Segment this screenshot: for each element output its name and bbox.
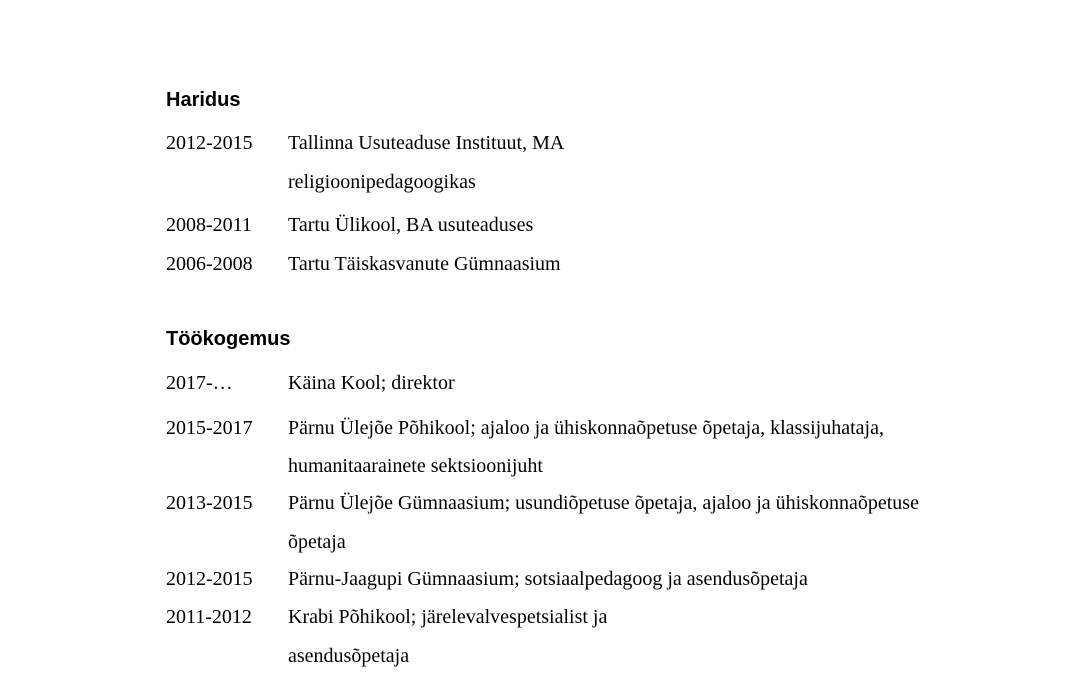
entry-years: 2006-2008	[166, 253, 253, 275]
entry-description-continued: humanitaarainete sektsioonijuht	[288, 455, 543, 477]
entry-description: Tartu Ülikool, BA usuteaduses	[288, 214, 534, 236]
entry-years: 2012-2015	[166, 132, 253, 154]
entry-description: Pärnu Ülejõe Gümnaasium; usundiõpetuse õpetaja, ajaloo ja ühiskonnaõpetuse	[288, 492, 919, 514]
entry-description-continued: religioonipedagoogikas	[288, 171, 476, 193]
entry-description: Pärnu-Jaagupi Gümnaasium; sotsiaalpedagoog ja asendusõpetaja	[288, 568, 808, 590]
entry-description-continued: asendusõpetaja	[288, 645, 410, 667]
entry-description: Tartu Täiskasvanute Gümnaasium	[288, 253, 561, 275]
entry-years: 2011-2012	[166, 606, 252, 628]
entry-description: Pärnu Ülejõe Põhikool; ajaloo ja ühiskonnaõpetuse õpetaja, klassijuhataja,	[288, 417, 884, 439]
entry-description: Krabi Põhikool; järelevalvespetsialist ja	[288, 606, 608, 628]
entry-years: 2008-2011	[166, 214, 252, 236]
entry-years: 2017-…	[166, 372, 233, 394]
entry-years: 2015-2017	[166, 417, 253, 439]
education-heading: Haridus	[166, 89, 241, 111]
entry-description: Käina Kool; direktor	[288, 372, 455, 394]
entry-description: Tallinna Usuteaduse Instituut, MA	[288, 132, 565, 154]
entry-years: 2012-2015	[166, 568, 253, 590]
work-heading: Töökogemus	[166, 328, 291, 350]
entry-years: 2013-2015	[166, 492, 253, 514]
entry-description-continued: õpetaja	[288, 531, 346, 553]
